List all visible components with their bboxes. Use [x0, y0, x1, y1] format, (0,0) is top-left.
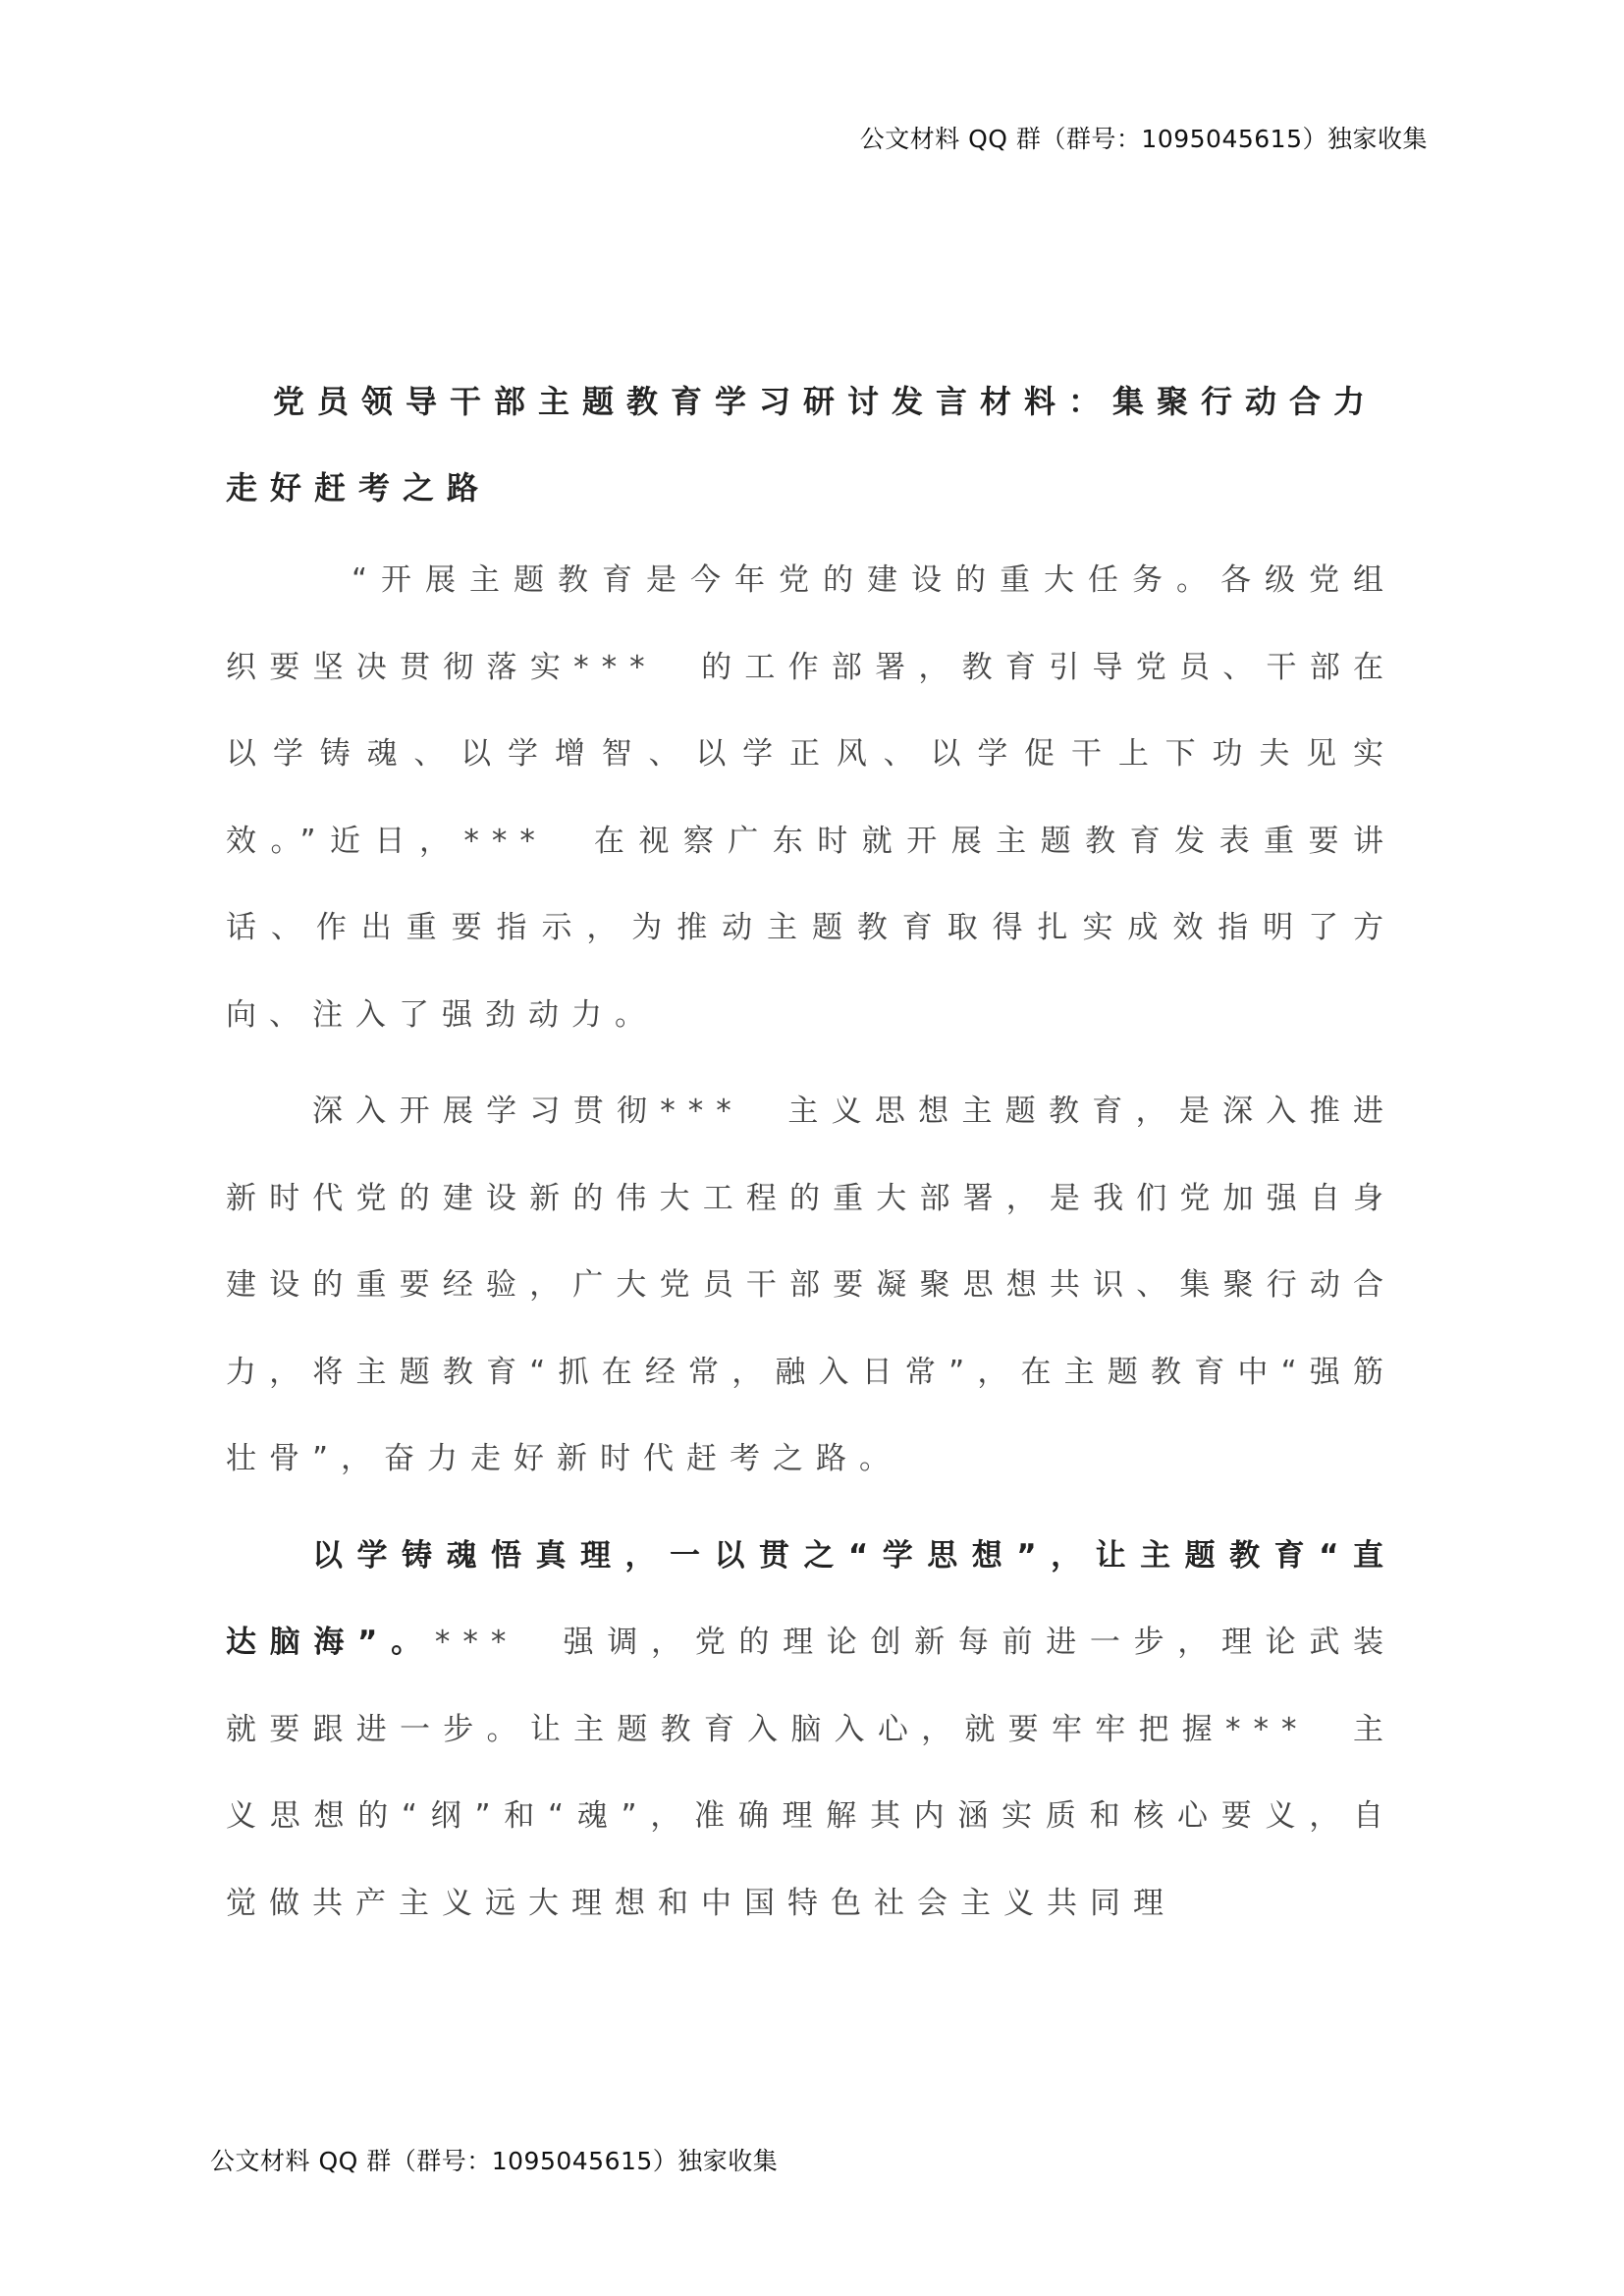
paragraph-1: “开展主题教育是今年党的建设的重大任务。各级党组织要坚决贯彻落实*** 的工作部署，教育引导党员、干部在以学铸魂、以学增智、以学正风、以学促干上下功夫见实效。”近日，*** 在视察广东时就开展主题教育发表重要讲话、作出重要指示，为推动主题教育取得扎实成效指明了方向、注入了强劲动力。 [226, 562, 1396, 1033]
section-1-heading: 以学铸魂悟真理，一以贯之“学思想”，让主题教育“直达脑海”。 [226, 1537, 1396, 1660]
paragraph-2: 深入开展学习贯彻*** 主义思想主题教育，是深入推进新时代党的建设新的伟大工程的重大部署，是我们党加强自身建设的重要经验，广大党员干部要凝聚思想共识、集聚行动合力，将主题教育“抓在经常，融入日常”，在主题教育中“强筋壮骨”，奋力走好新时代赶考之路。 [226, 1094, 1396, 1476]
document-body [226, 358, 1396, 1947]
document-title: 党员领导干部主题教育学习研讨发言材料：集聚行动合力走好赶考之路 [226, 383, 1379, 507]
section-1-body: *** 强调，党的理论创新每前进一步，理论武装就要跟进一步。让主题教育入脑入心，就要牢牢把握*** 主义思想的“纲”和“魂”，准确理解其内涵实质和核心要义，自觉做共产主义远大理想和中国特色社会主义共同理 [226, 1625, 1397, 1921]
page-header: 公文材料 QQ 群（群号：1095045615）独家收集 [859, 125, 1428, 153]
section-1-paragraph [226, 1513, 1396, 1948]
page-footer: 公文材料 QQ 群（群号：1095045615）独家收集 [210, 2147, 779, 2175]
